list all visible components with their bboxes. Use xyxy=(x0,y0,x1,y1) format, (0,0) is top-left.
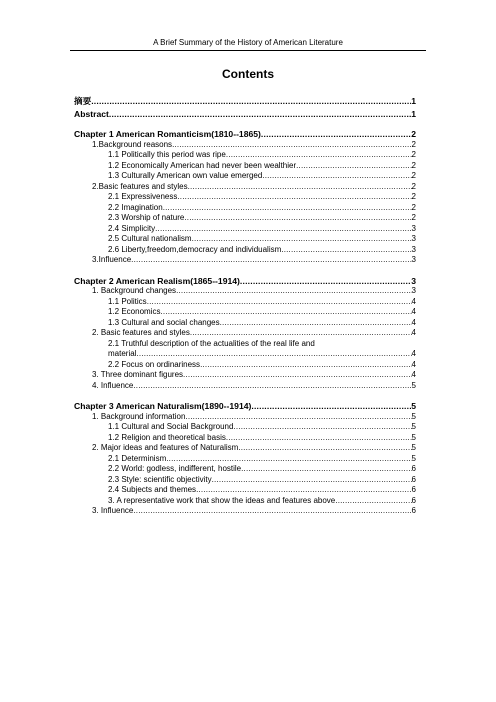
toc-entry[interactable]: 4. Influence ..... 5 xyxy=(74,381,416,392)
toc-entry[interactable]: 1.2 Economically American had never been wealthier ..... 2 xyxy=(74,161,416,172)
toc-entry[interactable]: 2.6 Liberty,freedom,democracy and individualism ..... 3 xyxy=(74,245,416,256)
toc-entry[interactable]: 1. Background information ..... 5 xyxy=(74,412,416,423)
toc-chapter-3[interactable]: Chapter 3 American Naturalism(1890--1914) ..... 5 xyxy=(74,401,416,412)
toc-entry[interactable]: 2.4 Subjects and themes ..... 6 xyxy=(74,485,416,496)
toc-entry[interactable]: 1.Background reasons ..... 2 xyxy=(74,140,416,151)
toc-entry[interactable]: 2.3 Style: scientific objectivity ..... 6 xyxy=(74,475,416,486)
toc-entry[interactable]: 2.4 Simplicity ..... 3 xyxy=(74,224,416,235)
toc-entry[interactable]: 2.1 Determinism ..... 5 xyxy=(74,454,416,465)
toc-entry[interactable]: 3.Influence ..... 3 xyxy=(74,255,416,266)
toc-entry[interactable]: 2. Major ideas and features of Naturalism ..... 5 xyxy=(74,443,416,454)
toc-entry[interactable]: material ..... 4 xyxy=(74,349,416,360)
toc-entry[interactable]: 2. Basic features and styles ..... 4 xyxy=(74,328,416,339)
toc-entry[interactable]: 2.2 Focus on ordinariness ..... 4 xyxy=(74,360,416,371)
toc-entry[interactable]: 1.3 Culturally American own value emerged ..... 2 xyxy=(74,171,416,182)
toc-entry[interactable]: 1.1 Cultural and Social Background ..... 5 xyxy=(74,422,416,433)
toc-entry-abstract[interactable]: Abstract ..... 1 xyxy=(74,109,416,120)
toc-entry[interactable]: 2.2 Imagination ..... 2 xyxy=(74,203,416,214)
toc-entry[interactable]: 1.2 Economics ..... 4 xyxy=(74,307,416,318)
toc-entry-wrapped-line[interactable]: 2.1 Truthful description of the actualities of the real life and xyxy=(108,338,315,348)
toc-entry-abstract-cn[interactable]: 摘要 ..... 1 xyxy=(74,96,416,107)
toc-entry[interactable]: 2.Basic features and styles ..... 2 xyxy=(74,182,416,193)
toc-entry[interactable]: 2.5 Cultural nationalism ..... 3 xyxy=(74,234,416,245)
toc-entry[interactable]: 1. Background changes ..... 3 xyxy=(74,286,416,297)
toc-entry[interactable]: 3. Three dominant figures ..... 4 xyxy=(74,370,416,381)
page-title: Contents xyxy=(222,67,274,81)
running-header: A Brief Summary of the History of American Literature xyxy=(153,38,343,47)
toc-entry[interactable]: 3. A representative work that show the ideas and features above ..... 6 xyxy=(74,496,416,507)
toc-entry[interactable]: 2.2 World: godless, indifferent, hostile ..... 6 xyxy=(74,464,416,475)
toc-entry[interactable]: 3. Influence ..... 6 xyxy=(74,506,416,517)
toc-chapter-1[interactable]: Chapter 1 American Romanticism(1810--1865) ..... 2 xyxy=(74,129,416,140)
toc-chapter-2[interactable]: Chapter 2 American Realism(1865--1914) ..... 3 xyxy=(74,276,416,287)
header-rule xyxy=(70,50,426,51)
toc-entry[interactable]: 1.3 Cultural and social changes ..... 4 xyxy=(74,318,416,329)
table-of-contents xyxy=(74,96,416,517)
toc-entry[interactable]: 1.1 Politics ..... 4 xyxy=(74,297,416,308)
toc-entry[interactable]: 2.3 Worship of nature ..... 2 xyxy=(74,213,416,224)
toc-entry[interactable]: 1.2 Religion and theoretical basis ..... 5 xyxy=(74,433,416,444)
toc-entry[interactable]: 1.1 Politically this period was ripe ..... 2 xyxy=(74,150,416,161)
toc-entry[interactable]: 2.1 Expressiveness ..... 2 xyxy=(74,192,416,203)
